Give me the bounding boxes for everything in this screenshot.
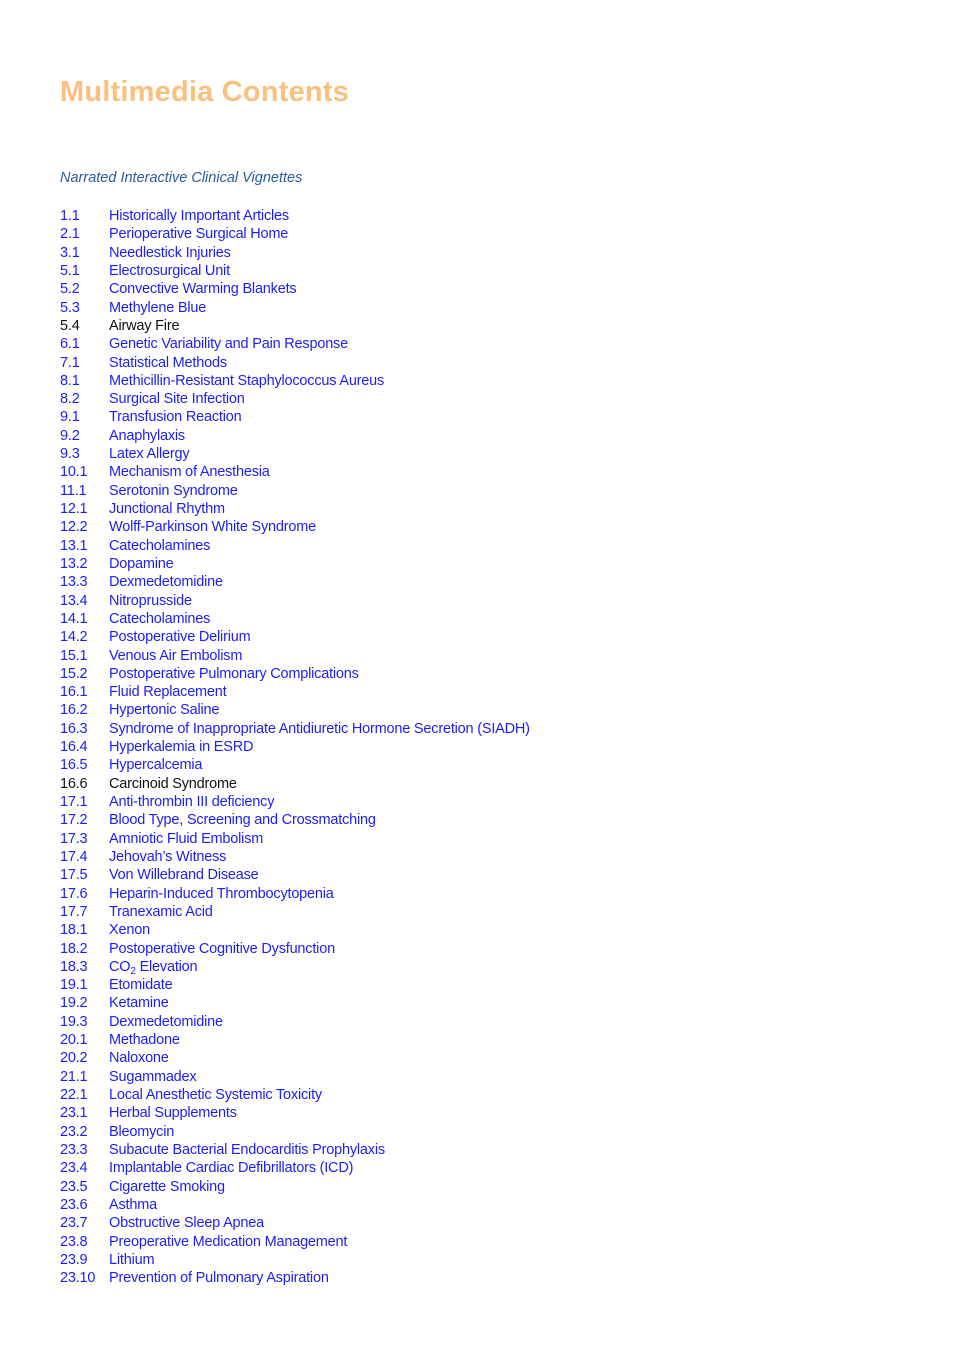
entry-title <box>109 830 263 848</box>
contents-link[interactable] <box>60 958 530 976</box>
contents-link[interactable] <box>60 830 530 848</box>
entry-number: 8.1 <box>60 372 80 389</box>
entry-title <box>109 335 348 353</box>
entry-title-text: Asthma <box>109 1196 157 1213</box>
entry-title-text: Methadone <box>109 1032 180 1049</box>
entry-number: 6.1 <box>60 336 80 353</box>
entry-title <box>109 683 227 701</box>
contents-link[interactable] <box>60 793 530 811</box>
entry-title <box>109 940 335 958</box>
entry-title-text: Jehovah’s Witness <box>109 848 227 865</box>
entry-title-text: Carcinoid Syndrome <box>109 775 237 792</box>
entry-title <box>109 408 241 426</box>
entry-title <box>109 866 259 884</box>
contents-link[interactable] <box>60 1049 530 1067</box>
entry-title-text: Bleomycin <box>109 1123 175 1140</box>
entry-title <box>109 573 223 591</box>
entry-number: 21.1 <box>60 1068 88 1085</box>
entry-number: 20.1 <box>60 1032 88 1049</box>
contents-link[interactable] <box>60 354 530 372</box>
entry-number: 1.1 <box>60 208 80 224</box>
entry-title <box>109 610 210 628</box>
entry-title <box>109 537 210 555</box>
entry-number: 23.9 <box>60 1251 88 1268</box>
entry-title-text: Syndrome of Inappropriate Antidiuretic Hormone Secretion (SIADH) <box>109 720 530 737</box>
entry-title-text: Postoperative Pulmonary Complications <box>109 665 359 682</box>
entry-number: 12.2 <box>60 519 88 536</box>
entry-title-text: Catecholamines <box>109 537 211 554</box>
contents-link[interactable] <box>60 592 530 610</box>
entry-title-text: Etomidate <box>109 977 173 994</box>
entry-number: 23.7 <box>60 1215 88 1232</box>
entry-title-text: Perioperative Surgical Home <box>109 226 289 243</box>
entry-title-text: Methylene Blue <box>109 299 207 316</box>
entry-title-text: Lithium <box>109 1251 155 1268</box>
entry-number: 16.5 <box>60 757 88 774</box>
entry-title <box>109 628 250 646</box>
entry-number: 14.1 <box>60 610 88 627</box>
entry-number: 18.1 <box>60 922 88 939</box>
entry-title <box>109 720 530 738</box>
entry-number: 23.2 <box>60 1123 88 1140</box>
contents-link[interactable] <box>60 463 530 481</box>
entry-title-text: Herbal Supplements <box>109 1105 237 1122</box>
contents-link[interactable] <box>60 848 530 866</box>
entry-title <box>109 647 242 665</box>
entry-title <box>109 372 384 390</box>
contents-item <box>60 775 530 793</box>
entry-title-text: Catecholamines <box>109 610 211 627</box>
entry-title <box>109 427 185 445</box>
entry-title-text: Historically Important Articles <box>109 208 289 224</box>
entry-number: 19.2 <box>60 995 88 1012</box>
contents-link[interactable] <box>60 701 530 719</box>
entry-title-text: Hypercalcemia <box>109 757 203 774</box>
entry-title <box>109 1031 180 1049</box>
contents-item <box>60 317 530 335</box>
entry-title <box>109 1104 237 1122</box>
entry-title-text: Dexmedetomidine <box>109 574 223 591</box>
page-title: Multimedia Contents <box>60 76 349 108</box>
entry-title <box>109 445 189 463</box>
entry-title <box>109 701 219 719</box>
entry-number: 11.1 <box>60 482 87 499</box>
entry-title <box>109 903 213 921</box>
contents-link[interactable] <box>60 1159 530 1177</box>
entry-number: 13.3 <box>60 574 88 591</box>
entry-title <box>109 500 225 518</box>
entry-title-text: Genetic Variability and Pain Response <box>109 336 348 353</box>
contents-link[interactable] <box>60 427 530 445</box>
entry-number: 17.4 <box>60 848 88 865</box>
entry-title-text: Needlestick Injuries <box>109 244 231 261</box>
entry-number: 5.1 <box>60 262 80 279</box>
contents-link[interactable] <box>60 390 530 408</box>
entry-title-text: Cigarette Smoking <box>109 1178 225 1195</box>
entry-title <box>109 958 197 976</box>
entry-number: 19.3 <box>60 1013 88 1030</box>
contents-link[interactable] <box>60 1233 530 1251</box>
entry-title-text: Ketamine <box>109 995 169 1012</box>
contents-link[interactable] <box>60 940 530 958</box>
entry-number: 17.1 <box>60 794 88 810</box>
entry-title <box>109 994 169 1012</box>
entry-title <box>109 518 316 536</box>
entry-title-text: Anti-thrombin III deficiency <box>109 794 275 810</box>
entry-title-text: Serotonin Syndrome <box>109 482 238 499</box>
entry-title <box>109 665 359 683</box>
entry-title-text: Nitroprusside <box>109 592 192 609</box>
contents-link[interactable] <box>60 738 530 756</box>
entry-title-text: Naloxone <box>109 1050 169 1067</box>
entry-title <box>109 1251 154 1269</box>
entry-number: 9.3 <box>60 446 80 463</box>
entry-number: 5.2 <box>60 281 80 298</box>
entry-title-text: Amniotic Fluid Embolism <box>109 830 264 847</box>
entry-title <box>109 1159 353 1177</box>
entry-title-text: Hyperkalemia in ESRD <box>109 739 254 756</box>
entry-number: 13.4 <box>60 592 88 609</box>
contents-link[interactable] <box>60 903 530 921</box>
entry-number: 9.1 <box>60 409 80 426</box>
entry-title-text: Obstructive Sleep Apnea <box>109 1215 264 1232</box>
entry-title-text: Dexmedetomidine <box>109 1013 223 1030</box>
entry-title-text: Junctional Rhythm <box>109 501 225 517</box>
contents-link[interactable] <box>60 628 530 646</box>
entry-number: 16.4 <box>60 739 88 756</box>
contents-link[interactable] <box>60 811 530 829</box>
contents-link[interactable] <box>60 1178 530 1196</box>
contents-link[interactable] <box>60 1031 530 1049</box>
entry-number: 23.3 <box>60 1141 88 1158</box>
entry-number: 18.2 <box>60 940 88 957</box>
entry-title-text: Surgical Site Infection <box>109 391 245 408</box>
contents-link[interactable] <box>60 647 530 665</box>
contents-link[interactable] <box>60 225 530 243</box>
entry-number: 16.2 <box>60 702 88 719</box>
contents-link[interactable] <box>60 665 530 683</box>
entry-title <box>109 976 173 994</box>
entry-title-text: Electrosurgical Unit <box>109 262 230 279</box>
contents-link[interactable] <box>60 1141 530 1159</box>
entry-number: 5.4 <box>60 317 80 334</box>
entry-number: 14.2 <box>60 629 88 646</box>
entry-title-text: Heparin-Induced Thrombocytopenia <box>109 885 334 902</box>
entry-number: 9.2 <box>60 427 80 444</box>
entry-title-text: Blood Type, Screening and Crossmatching <box>109 812 376 829</box>
entry-title <box>109 1068 196 1086</box>
entry-title <box>109 262 230 280</box>
contents-link[interactable] <box>60 1104 530 1122</box>
entry-number: 23.10 <box>60 1270 96 1287</box>
entry-number: 8.2 <box>60 391 80 408</box>
contents-link[interactable] <box>60 683 530 701</box>
contents-link[interactable] <box>60 1251 530 1269</box>
entry-number: 16.6 <box>60 775 88 792</box>
entry-title <box>109 555 174 573</box>
entry-title <box>109 811 376 829</box>
entry-title-text: Postoperative Cognitive Dysfunction <box>109 940 335 957</box>
entry-title-text: Transfusion Reaction <box>109 409 242 426</box>
entry-title <box>109 1086 322 1104</box>
entry-title <box>109 317 179 335</box>
entry-title-text: Postoperative Delirium <box>109 629 251 646</box>
entry-number: 15.2 <box>60 665 88 682</box>
entry-title <box>109 482 238 500</box>
entry-title <box>109 775 237 793</box>
contents-link[interactable] <box>60 299 530 317</box>
entry-title <box>109 848 226 866</box>
entry-number: 22.1 <box>60 1087 88 1103</box>
contents-link[interactable] <box>60 994 530 1012</box>
contents-link[interactable] <box>60 537 530 555</box>
entry-title-text: Implantable Cardiac Defibrillators (ICD) <box>109 1160 354 1177</box>
contents-link[interactable] <box>60 1013 530 1031</box>
entry-number: 2.1 <box>60 226 80 243</box>
entry-title-text: Statistical Methods <box>109 354 227 371</box>
entry-title-text: Prevention of Pulmonary Aspiration <box>109 1270 329 1287</box>
entry-title <box>109 1214 264 1232</box>
contents-link[interactable] <box>60 1086 530 1104</box>
contents-link[interactable] <box>60 335 530 353</box>
entry-title-text: Preoperative Medication Management <box>109 1233 348 1250</box>
entry-number: 17.3 <box>60 830 88 847</box>
contents-link[interactable] <box>60 518 530 536</box>
entry-title <box>109 1123 174 1141</box>
entry-title <box>109 921 150 939</box>
entry-number: 23.1 <box>60 1105 88 1122</box>
entry-title <box>109 225 288 243</box>
contents-link[interactable] <box>60 1269 530 1287</box>
entry-number: 10.1 <box>60 464 88 481</box>
contents-link[interactable] <box>60 372 530 390</box>
entry-number: 19.1 <box>60 977 88 994</box>
entry-title <box>109 1013 223 1031</box>
entry-title <box>109 244 231 262</box>
contents-link[interactable] <box>60 262 530 280</box>
contents-link[interactable] <box>60 244 530 262</box>
entry-title-text: Von Willebrand Disease <box>109 867 259 884</box>
contents-list <box>60 207 530 1287</box>
entry-title-text: Sugammadex <box>109 1068 197 1085</box>
entry-number: 16.1 <box>60 684 88 701</box>
entry-number: 23.5 <box>60 1178 88 1195</box>
entry-number: 16.3 <box>60 720 88 737</box>
contents-link[interactable] <box>60 976 530 994</box>
entry-number: 7.1 <box>60 354 80 371</box>
contents-link[interactable] <box>60 500 530 518</box>
entry-number: 13.2 <box>60 555 88 572</box>
entry-title <box>109 756 202 774</box>
entry-title <box>109 280 296 298</box>
entry-title <box>109 299 206 317</box>
contents-link[interactable] <box>60 921 530 939</box>
entry-number: 15.1 <box>60 647 88 664</box>
entry-title-text: Local Anesthetic Systemic Toxicity <box>109 1087 322 1103</box>
entry-title-text: Xenon <box>109 922 150 939</box>
contents-link[interactable] <box>60 280 530 298</box>
contents-link[interactable] <box>60 1214 530 1232</box>
entry-title <box>109 738 253 756</box>
entry-number: 23.8 <box>60 1233 88 1250</box>
entry-title-text: Methicillin-Resistant Staphylococcus Aureus <box>109 372 385 389</box>
entry-title <box>109 207 289 225</box>
entry-number: 18.3 <box>60 958 88 975</box>
entry-title <box>109 1178 225 1196</box>
entry-title-text: CO <box>109 958 131 975</box>
entry-number: 23.4 <box>60 1160 88 1177</box>
contents-link[interactable] <box>60 1068 530 1086</box>
contents-link[interactable] <box>60 885 530 903</box>
entry-title-text: Anaphylaxis <box>109 427 185 444</box>
contents-link[interactable] <box>60 555 530 573</box>
entry-title-suffix: Elevation <box>135 958 198 975</box>
entry-title <box>109 390 245 408</box>
entry-title-text: Latex Allergy <box>109 446 190 463</box>
entry-title <box>109 1269 329 1287</box>
entry-title-text: Venous Air Embolism <box>109 647 243 664</box>
entry-title-text: Convective Warming Blankets <box>109 281 297 298</box>
entry-title <box>109 793 274 811</box>
entry-number: 5.3 <box>60 299 80 316</box>
entry-number: 17.7 <box>60 903 88 920</box>
contents-link[interactable] <box>60 866 530 884</box>
contents-link[interactable] <box>60 756 530 774</box>
entry-number: 3.1 <box>60 244 80 261</box>
contents-link[interactable] <box>60 720 530 738</box>
entry-title-text: Fluid Replacement <box>109 684 227 701</box>
entry-title-text: Airway Fire <box>109 317 180 334</box>
entry-number: 17.6 <box>60 885 88 902</box>
contents-link[interactable] <box>60 573 530 591</box>
entry-title <box>109 1049 169 1067</box>
entry-number: 17.5 <box>60 867 88 884</box>
entry-number: 20.2 <box>60 1050 88 1067</box>
entry-title <box>109 463 270 481</box>
entry-title <box>109 885 334 903</box>
entry-title <box>109 1141 385 1159</box>
entry-title <box>109 1196 157 1214</box>
entry-title <box>109 1233 347 1251</box>
entry-number: 12.1 <box>60 501 88 517</box>
contents-link[interactable] <box>60 408 530 426</box>
entry-title-text: Mechanism of Anesthesia <box>109 464 270 481</box>
contents-link[interactable] <box>60 610 530 628</box>
contents-link[interactable] <box>60 1196 530 1214</box>
contents-link[interactable] <box>60 207 530 225</box>
contents-link[interactable] <box>60 445 530 463</box>
entry-title-text: Subacute Bacterial Endocarditis Prophylaxis <box>109 1141 385 1158</box>
contents-link[interactable] <box>60 1123 530 1141</box>
contents-link[interactable] <box>60 482 530 500</box>
entry-title <box>109 354 227 372</box>
entry-title <box>109 592 192 610</box>
section-heading: Narrated Interactive Clinical Vignettes <box>60 170 303 186</box>
entry-title-subscript: 2 <box>130 965 136 977</box>
entry-title-text: Tranexamic Acid <box>109 903 213 920</box>
entry-number: 17.2 <box>60 812 88 829</box>
entry-title-text: Hypertonic Saline <box>109 702 220 719</box>
entry-title-text: Dopamine <box>109 555 174 572</box>
entry-title-text: Wolff-Parkinson White Syndrome <box>109 519 317 536</box>
entry-number: 23.6 <box>60 1196 88 1213</box>
entry-number: 13.1 <box>60 537 88 554</box>
